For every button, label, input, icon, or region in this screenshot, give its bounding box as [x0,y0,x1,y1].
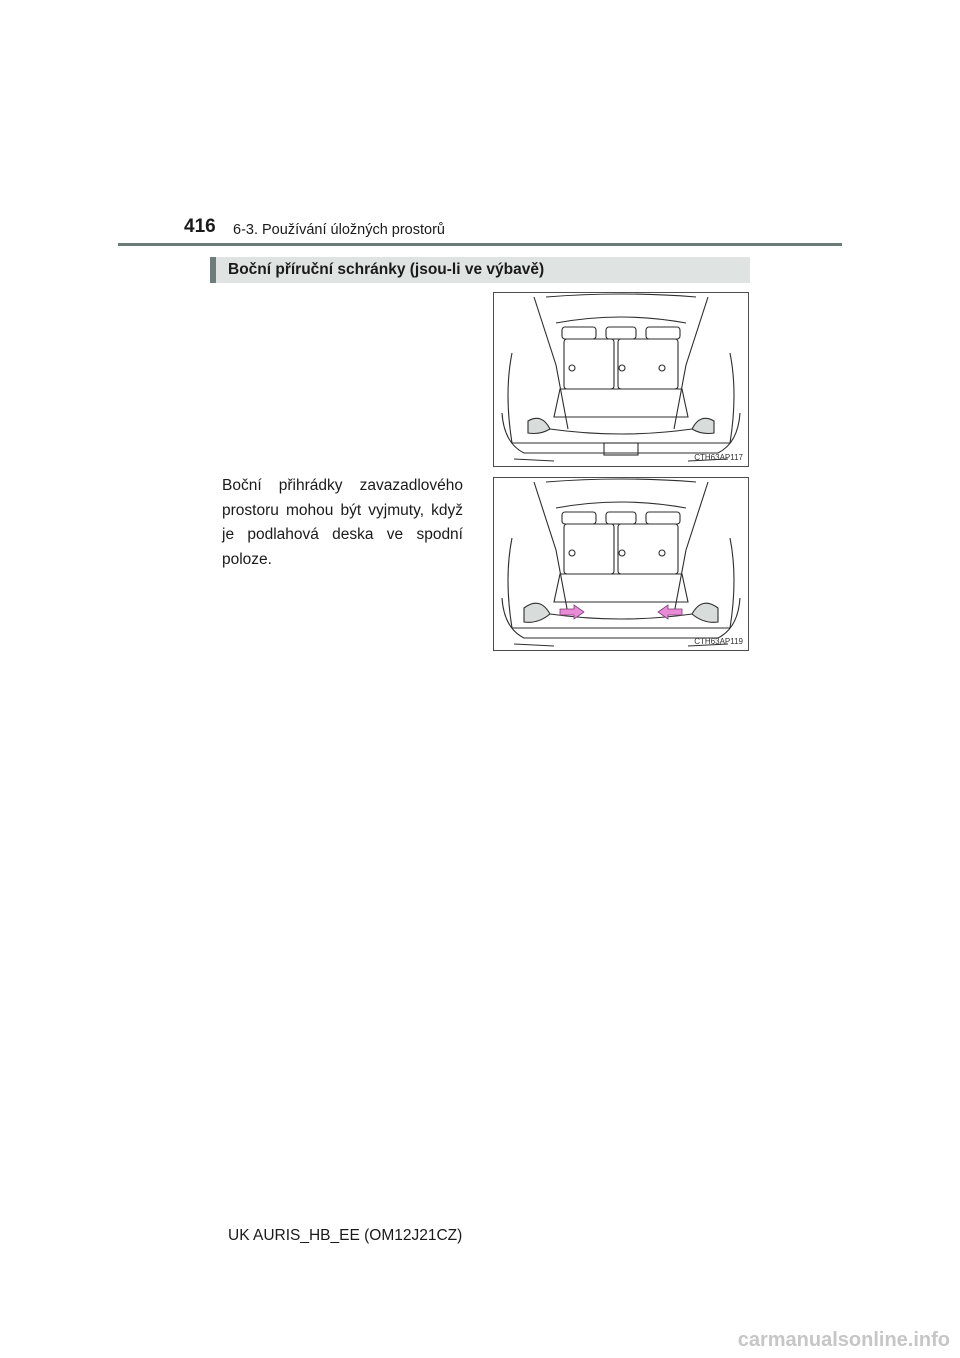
figure-code: CTH63AP117 [694,453,743,462]
trunk-illustration-icon [494,293,748,466]
running-head: 6-3. Používání úložných prostorů [233,222,445,238]
page-number: 416 [184,216,216,237]
figure-trunk-side-boxes [493,292,749,467]
figure-trunk-side-boxes-removed [493,477,749,651]
body-text: Boční přihrádky zavazadlového prostoru mohou být vyjmuty, když je podlahová deska ve spodní poloze. [222,477,463,568]
figure-code: CTH63AP119 [694,637,743,646]
section-heading [210,257,750,283]
section-heading-text: Boční příruční schránky (jsou-li ve výbavě) [228,261,545,278]
watermark: carmanualsonline.info [737,1329,950,1351]
footer-model-code: UK AURIS_HB_EE (OM12J21CZ) [228,1227,463,1244]
header-rule [118,243,842,246]
trunk-illustration-icon [494,478,748,650]
